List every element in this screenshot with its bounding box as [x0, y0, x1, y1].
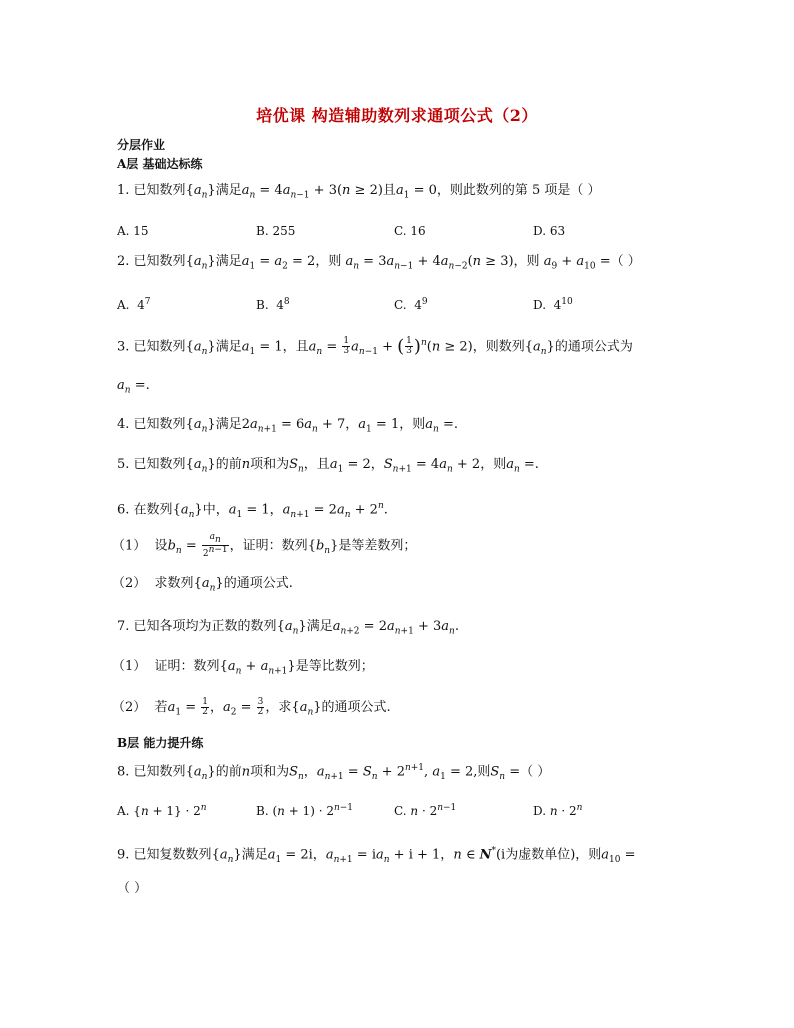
question-6-part-2: （2） 求数列$\{a_n\}$的通项公式.: [112, 576, 293, 594]
q8-option-d: D. $n \cdot 2^n$: [533, 803, 583, 818]
question-6: 6. 在数列$\{a_n\}$中，$a_1 = 1$，$a_{n+1} = 2a_n + 2^n$.: [117, 501, 388, 520]
question-3: 3. 已知数列$\{a_n\}$满足$a_1 = 1$，且$a_n$ = $\frac{1}{3}$ $a_{n-1}$ + ( $\frac{1}{3}$ )$^n$(n ≥ 2)，则数列$\{a_n\}$的通项公式为: [117, 335, 633, 357]
q1-option-d: D. 63: [533, 224, 566, 238]
section-homework: 分层作业: [117, 138, 166, 152]
section-a-heading: A层 基础达标练: [117, 157, 203, 171]
question-3-answer-line: $a_n$ =.: [117, 378, 150, 396]
q2-option-c: C. $4^9$: [394, 297, 428, 312]
question-9-answer-line: （ ）: [117, 881, 148, 896]
q1-option-c: C. 16: [394, 224, 426, 238]
question-2: 2. 已知数列$\{a_n\}$满足$a_1 = a_2 = 2$，则 $a_n = 3a_{n-1} + 4a_{n-2}(n \ge 3)$，则 $a_9 + a_{10}$ =（ ）: [117, 254, 641, 272]
question-8: 8. 已知数列$\{a_n\}$的前n项和为$S_n$，$a_{n+1} = S_n + 2^{n+1}$, $a_1 = 2$,则$S_n$ =（ ）: [117, 763, 551, 782]
q8-option-b: B. $(n + 1) \cdot 2^{n-1}$: [256, 803, 354, 818]
q2-option-d: D. $4^{10}$: [533, 297, 573, 312]
question-4: 4. 已知数列$\{a_n\}$满足$2a_{n+1} = 6a_n + 7$，$a_1 = 1$，则$a_n$ =.: [117, 417, 458, 435]
question-1: 1. 已知数列$\{a_n\}$满足$a_n = 4a_{n-1} + 3(n \ge 2)$且$a_1 = 0$，则此数列的第 5 项是（ ）: [117, 183, 601, 201]
page-title: 培优课 构造辅助数列求通项公式（2）: [256, 106, 538, 125]
q8-option-c: C. $n \cdot 2^{n-1}$: [394, 803, 457, 818]
question-7: 7. 已知各项均为正数的数列$\{a_n\}$满足$a_{n+2} = 2a_{n+1} + 3a_n$.: [117, 619, 459, 637]
q2-option-a: A. $4^7$: [117, 297, 151, 312]
question-9: 9. 已知复数数列$\{a_n\}$满足$a_1 = 2i$，$a_{n+1} = ia_n + i + 1$，n ∈ N*(i为虚数单位)，则$a_{10}$ =: [117, 846, 636, 865]
question-7-part-1: （1） 证明：数列$\{a_n + a_{n+1}\}$是等比数列；: [112, 659, 374, 677]
question-7-part-2: （2） 若$a_1$ = $\frac{1}{2}$ ，$a_2$ = $\frac{3}{2}$ ，求$\{a_n\}$的通项公式.: [112, 697, 391, 718]
q8-option-a: A. $\{n + 1\} \cdot 2^n$: [117, 803, 207, 818]
question-5: 5. 已知数列$\{a_n\}$的前n项和为$S_n$，且$a_1 = 2$，$S_{n+1} = 4a_n + 2$，则$a_n$ =.: [117, 457, 539, 475]
q1-option-b: B. 255: [256, 224, 296, 238]
q1-option-a: A. 15: [117, 224, 149, 238]
q2-option-b: B. $4^8$: [256, 297, 290, 312]
question-6-part-1: （1） 设$b_n$ = $\frac{a_n}{2^{n-1}}$ ，证明：数列$\{b_n\}$是等差数列；: [112, 532, 417, 559]
section-b-heading: B层 能力提升练: [117, 736, 204, 750]
